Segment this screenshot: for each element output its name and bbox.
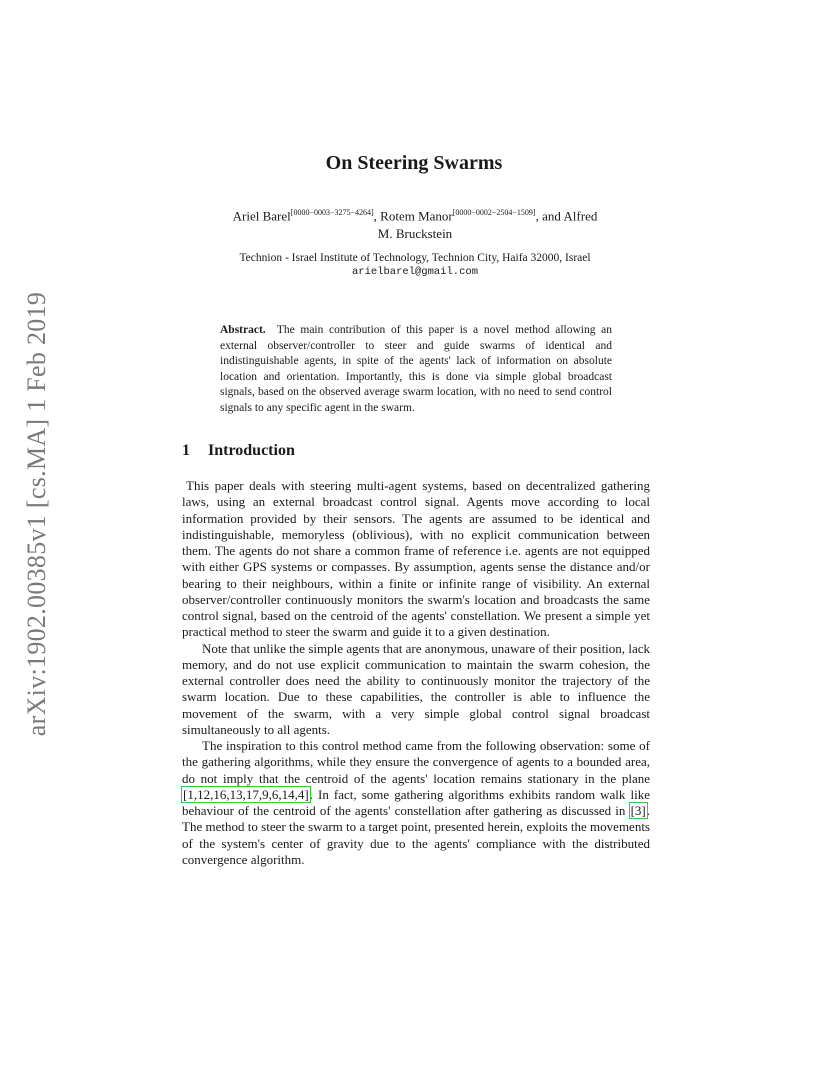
section-body <box>182 478 650 868</box>
citation-link[interactable]: [1,12,16,13,17,9,6,14,4] <box>183 786 309 802</box>
author-list <box>180 204 650 243</box>
affiliation: Technion - Israel Institute of Technology, Technion City, Haifa 32000, Israel <box>239 252 591 264</box>
author-name: Rotem Manor <box>380 208 453 224</box>
abstract <box>220 323 612 416</box>
paragraph <box>182 738 650 868</box>
citation-link[interactable]: [3] <box>630 803 646 818</box>
author-separator: , and Alfred <box>535 208 598 224</box>
section-heading <box>182 442 295 460</box>
paragraph: Note that unlike the simple agents that are anonymous, unaware of their position, lack memory, and do not use explicit communication to maintain the swarm cohesion, the external controller does need the ability to continuously monitor the trajectory of the swarm location. Due to these capabilities, the controller is able to influence the movement of the swarm, with a very simple global control signal broadcast simultaneously to all agents. <box>182 640 650 737</box>
abstract-text: The main contribution of this paper is a novel method allowing an external observer/controller to steer and guide swarms of identical and indistinguishable agents, in spite of the agents' lack of information on absolute location and orientation. Importantly, this is done via simple global broadcast signals, based on the observed average swarm location, with no need to send control signals to any specific agent in the swarm. <box>220 324 612 414</box>
abstract-label: Abstract. <box>220 324 266 336</box>
arxiv-identifier: arXiv:1902.00385v1 [cs.MA] 1 Feb 2019 <box>22 291 51 737</box>
author-name: Ariel Barel <box>232 208 291 224</box>
author-email[interactable]: arielbarel@gmail.com <box>351 266 479 278</box>
paragraph-text: . The method to steer the swarm to a target point, presented herein, exploits the movements of the system's center of gravity due to the agents' compliance with the distributed convergence algorithm. <box>182 803 650 867</box>
orcid-id: [0000−0002−2504−1509] <box>452 208 536 217</box>
section-number: 1 <box>182 442 190 459</box>
paragraph: This paper deals with steering multi-agent systems, based on decentralized gathering laws, using an external broadcast control signal. Agents move according to local information provided by their sensors. The agents are assumed to be identical and indistinguishable, memoryless (oblivious), with no explicit communication between them. The agents do not share a common frame of reference i.e. agents are not equipped with either GPS systems or compasses. By assumption, agents sense the distance and/or bearing to their neighbours, within a finite or infinite range of visibility. An external observer/controller continuously monitors the swarm's location and broadcasts the same control signal, based on the centroid of the agents' constellation. We present a simple yet practical method to steer the swarm and guide it to a given destination. <box>182 478 650 640</box>
paragraph-text: The inspiration to this control method came from the following observation: some of the gathering algorithms, while they ensure the convergence of agents to a bounded area, do not imply that the centroid of the agents' location remains stationary in the plane <box>182 738 650 786</box>
paragraph-text: . In fact, some gathering algorithms exhibits random walk like behaviour of the centroid of the agents' constellation after gathering as discussed in <box>182 786 650 818</box>
orcid-id: [0000−0003−3275−4264] <box>290 208 374 217</box>
affiliation-block <box>150 251 680 279</box>
author-separator: , <box>373 208 381 224</box>
author-name: M. Bruckstein <box>377 226 453 242</box>
section-title: Introduction <box>208 442 295 459</box>
paper-title: On Steering Swarms <box>325 152 503 174</box>
